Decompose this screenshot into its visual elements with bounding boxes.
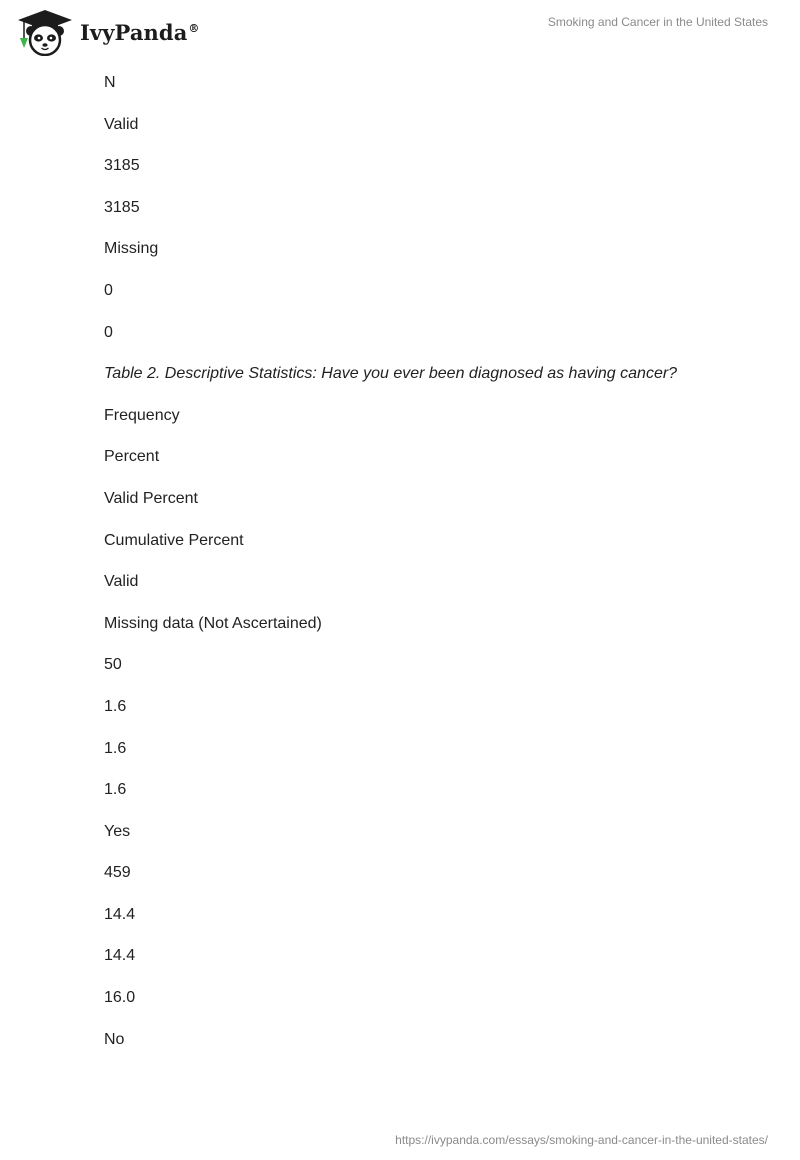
text-line: Cumulative Percent	[104, 531, 244, 549]
text-line: 0	[104, 281, 113, 299]
text-line: 16.0	[104, 989, 136, 1007]
text-line: 1.6	[104, 739, 127, 757]
page-header	[0, 0, 800, 64]
text-line: Missing data (Not Ascertained)	[104, 614, 322, 632]
document-body	[104, 72, 744, 1070]
panda-graduate-icon	[16, 8, 74, 56]
text-line: Yes	[104, 822, 131, 840]
text-line: 1.6	[104, 697, 127, 715]
text-line: 1.6	[104, 781, 127, 799]
text-line: 3185	[104, 198, 140, 216]
table-caption: Table 2. Descriptive Statistics: Have you ever been diagnosed as having cancer?	[104, 365, 678, 383]
document-title: Smoking and Cancer in the United States	[547, 15, 768, 29]
brand-wordmark: IvyPanda	[80, 19, 188, 45]
text-line: Valid	[104, 115, 139, 133]
text-line: 3185	[104, 157, 140, 175]
text-line: Percent	[104, 448, 160, 466]
text-line: Missing	[104, 240, 159, 258]
ivypanda-logo[interactable]	[16, 8, 200, 56]
text-line: Valid Percent	[104, 489, 198, 507]
brand-name	[80, 20, 200, 45]
text-line: 0	[104, 323, 113, 341]
text-line: Valid	[104, 573, 139, 591]
text-line: 14.4	[104, 905, 136, 923]
text-line: N	[104, 74, 116, 91]
text-line: No	[104, 1030, 125, 1048]
text-line: 50	[104, 656, 122, 674]
source-url-link[interactable]: https://ivypanda.com/essays/smoking-and-cancer-in-the-united-states/	[395, 1133, 768, 1147]
text-line: 14.4	[104, 947, 136, 965]
text-line: 459	[104, 864, 131, 882]
registered-mark: ®	[188, 21, 200, 35]
text-line: Frequency	[104, 406, 180, 424]
